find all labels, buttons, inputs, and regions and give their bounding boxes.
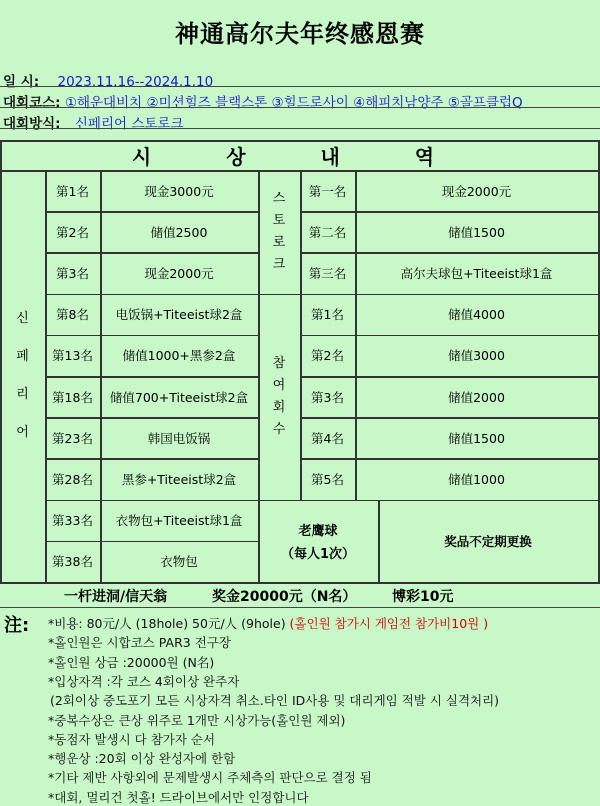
- eagle-title: 老鹰球: [298, 523, 338, 539]
- participation-prize: 储值1000: [448, 471, 505, 487]
- divider: [0, 86, 600, 87]
- note-warning: (홀인원 참가시 게임전 참가비10원 ): [289, 616, 489, 631]
- participation-char: 수: [272, 421, 286, 437]
- participation-char: 회: [272, 399, 286, 415]
- course-value: ①해운대비치 ②미션힐즈 블랙스톤 ③힐드로사이 ④해피치남양주 ⑤골프클럽Q: [64, 95, 523, 111]
- note-text: *홀인원은 시합코스 PAR3 전구장: [48, 635, 231, 651]
- participation-prize: 储值2000: [448, 389, 505, 405]
- divider: [0, 128, 600, 129]
- left-prize: 储值2500: [150, 224, 208, 240]
- left-prize: 现金2000元: [144, 265, 214, 281]
- notes-mark: 注:: [4, 615, 30, 636]
- note-line: [48, 614, 488, 632]
- note-text: *홀인원 상금 :20000원 (N名): [48, 654, 215, 670]
- left-rank: 第3名: [56, 265, 89, 281]
- left-rank: 第18名: [52, 389, 93, 405]
- left-prize: 衣物包: [160, 554, 198, 570]
- note-text: (2회이상 중도포기 모든 시상자격 취소.타인 ID사용 및 대리게임 적발 시 실격처리): [50, 693, 500, 709]
- left-rank: 第13名: [52, 348, 93, 364]
- divider: [0, 107, 600, 108]
- left-rank: 第28名: [52, 471, 93, 487]
- note-line: [48, 749, 235, 767]
- note-text: *행운상 :20회 이상 완성자에 한함: [48, 751, 236, 767]
- note-line: [48, 768, 372, 786]
- participation-prize: 储值1500: [448, 430, 505, 446]
- stroke-char: 크: [272, 256, 286, 272]
- note-line: [48, 653, 214, 671]
- participation-label: [258, 294, 300, 500]
- shin-perio-char: 리: [16, 387, 29, 402]
- left-rank: 第33名: [52, 513, 93, 529]
- participation-rank: 第4名: [311, 430, 344, 446]
- left-prize: 储值1000+黑参2盒: [122, 348, 236, 364]
- participation-prize: 储值3000: [448, 348, 505, 364]
- course-line: [3, 91, 523, 111]
- left-prize: 韩国电饭锅: [147, 430, 211, 446]
- shin-perio-char: 어: [16, 425, 29, 440]
- participation-rank: 第3名: [311, 389, 344, 405]
- date-key: 일 시:: [3, 74, 40, 90]
- stroke-text: [273, 188, 286, 276]
- note-text: *대회, 멀리건 첫홀! 드라이브에서만 인정합니다: [48, 789, 309, 805]
- date-value: 2023.11.16--2024.1.10: [57, 74, 214, 90]
- table-header: 시 상 내 역: [131, 144, 469, 169]
- hole-in-one-fee: 博彩10元: [392, 589, 454, 605]
- stroke-prize: 高尔夫球包+Titeeist球1盒: [400, 265, 553, 281]
- left-prize: 电饭锅+Titeeist球2盒: [115, 307, 243, 323]
- left-prize: 现金3000元: [144, 183, 214, 199]
- eagle-label: [258, 500, 378, 582]
- note-text: *기타 제반 사항외에 문제발생시 주체측의 판단으로 결정 됨: [48, 770, 372, 786]
- note-text: *동점자 발생시 다 참가자 순서: [48, 731, 216, 747]
- stroke-prize: 储值1500: [448, 224, 505, 240]
- stroke-prize: 现金2000元: [441, 183, 512, 199]
- left-rank: 第38名: [52, 554, 93, 570]
- method-key: 대회방식:: [3, 116, 61, 132]
- page-title: 神通高尔夫年终感恩赛: [175, 19, 425, 48]
- note-line: [48, 633, 231, 651]
- hole-in-one-prize: 奖金20000元（N名）: [212, 589, 357, 605]
- note-line: [48, 711, 345, 729]
- date-line: [3, 70, 213, 90]
- participation-text: [273, 353, 286, 441]
- participation-char: 참: [272, 355, 286, 371]
- left-rank: 第2名: [56, 224, 89, 240]
- left-prize: 储值700+Titeeist球2盒: [109, 389, 249, 405]
- eagle-prize: 奖品不定期更换: [444, 533, 532, 549]
- shin-perio-text: [16, 300, 29, 452]
- stroke-label: [258, 170, 300, 294]
- method-value: 신페리어 스토로크: [74, 116, 184, 132]
- note-line: [48, 788, 309, 806]
- participation-char: 여: [272, 377, 286, 393]
- participation-prize: 储值4000: [448, 307, 505, 323]
- stroke-rank: 第三名: [308, 265, 347, 281]
- prize-table: [0, 140, 600, 602]
- stroke-rank: 第一名: [308, 183, 347, 199]
- course-key: 대회코스:: [3, 95, 61, 111]
- left-rank: 第1名: [56, 183, 89, 199]
- stroke-char: 로: [272, 234, 286, 250]
- left-prize: 黑参+Titeeist球2盒: [121, 471, 237, 487]
- stroke-char: 스: [272, 190, 286, 206]
- shin-perio-char: 신: [16, 311, 29, 326]
- shin-perio-label: [0, 170, 45, 582]
- note-line: [50, 691, 499, 709]
- method-line: [3, 112, 184, 132]
- table-line: [598, 140, 600, 582]
- note-text: *중복수상은 큰상 위주로 1개만 시상가능(홀인원 제외): [48, 712, 346, 728]
- participation-rank: 第5名: [311, 471, 344, 487]
- participation-rank: 第2名: [311, 348, 344, 364]
- eagle-subtitle: （每人1次）: [280, 546, 356, 562]
- note-line: [48, 672, 239, 690]
- table-line: [355, 170, 357, 294]
- participation-rank: 第1名: [311, 307, 344, 323]
- shin-perio-char: 페: [16, 349, 29, 364]
- left-prize: 衣物包+Titeeist球1盒: [115, 513, 243, 529]
- left-rank: 第8名: [56, 307, 89, 323]
- stroke-char: 토: [272, 212, 286, 228]
- hole-in-one-label: 一杆进洞/信天翁: [64, 589, 168, 605]
- divider: [0, 607, 600, 608]
- note-text: *비용: 80元/人 (18hole) 50元/人 (9hole): [48, 616, 290, 631]
- note-text: *입상자격 :각 코스 4회이상 완주자: [48, 673, 240, 689]
- stroke-rank: 第二名: [308, 224, 347, 240]
- hole-in-one-line: [0, 582, 600, 607]
- note-line: [48, 730, 215, 748]
- left-rank: 第23名: [52, 430, 93, 446]
